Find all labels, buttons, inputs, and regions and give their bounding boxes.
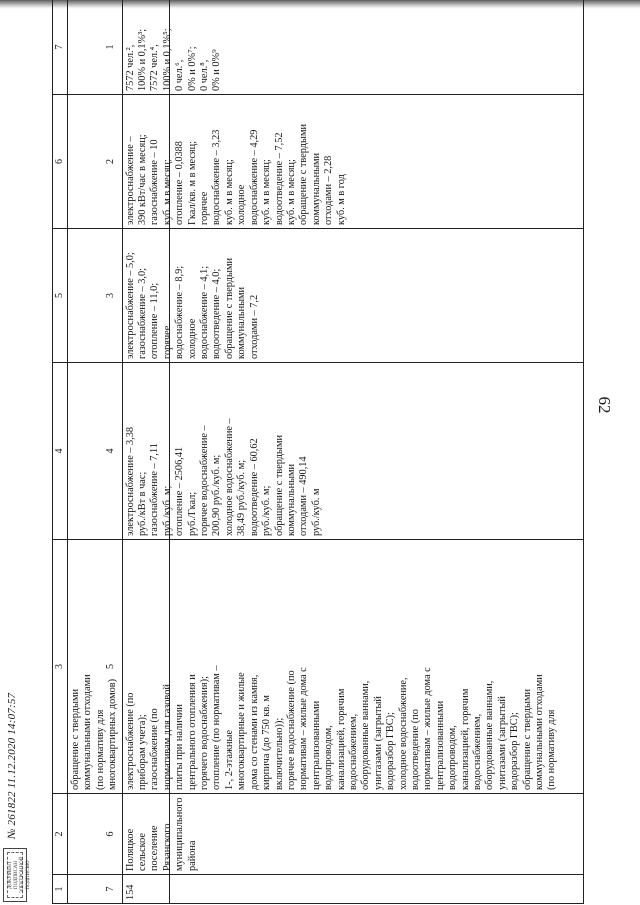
table-row-154 xyxy=(122,0,583,904)
row-number-cell: 154 xyxy=(122,875,583,904)
column-header: 4 xyxy=(53,363,68,540)
column-header: 7 xyxy=(53,0,68,95)
tariff-table-content xyxy=(52,0,584,904)
column-header: 6 xyxy=(53,95,68,229)
column-header: 5 xyxy=(53,229,68,363)
column-header: 3 xyxy=(53,229,170,363)
column-header: 1 xyxy=(53,875,68,904)
column-header: 3 xyxy=(53,540,68,794)
continuation-row xyxy=(68,0,123,904)
utilities-cell: электроснабжение (по приборам учета); газоснабжение (по нормативам для газовой плиты при наличии центрального отопления и горячего водоснабжения); отопление (по нормативам – 1-, 2-этажные многоквартирные и жилые дома со стенами из камня, кирпича (до 750 кв. м включительно)); горячее водоснабжение (по нормативам – жилые дома с централизованными водопроводом, канализацией, горячим водоснабжением, оборудованные ваннами, унитазами (загрытый водоразбор ГВС); холодное водоснабжение, водоотведение (по нормативам – жилые дома с централизованными водопроводом, канализацией, горячим водоснабжением, оборудованные ваннами, унитазами (загрытый водоразбор ГВС); обращение с твердыми коммунальными отходами (по нормативу для xyxy=(122,540,583,794)
consumption-cell: электроснабжение – 390 кВт/час в месяц; газоснабжение – 10 куб. м в месяц; отопление – 0,0388 Гкал/кв. м в месяц; горячее водоснабжение – 3,23 куб. м в месяц; холодное водоснабжение – 4,29 куб. м в месяц; водоотведение – 7,52 куб. м в месяц; обращение с твердыми коммунальными отходами – 2,28 куб. м в год xyxy=(122,95,583,229)
column-header: 1 xyxy=(53,0,170,95)
column-number-row-content xyxy=(53,0,68,904)
tariffs-cell: электроснабжение – 3,38 руб./кВт в час; газоснабжение – 7,11 руб./куб. м; отопление – 2506,41 руб./Гкал; горячее водоснабжение – 200,90 руб./куб. м; холодное водоснабжение – 38,49 руб./куб. м; водоотведение – 60,62 руб./куб. м; обращение с твердыми коммунальными отходами – 490,14 руб./куб. м xyxy=(122,363,583,540)
column-header: 7 xyxy=(53,875,170,904)
page-number: 62 xyxy=(595,396,614,414)
column-header: 2 xyxy=(53,95,170,229)
column-header: 2 xyxy=(53,794,68,875)
column-header: 4 xyxy=(53,363,170,540)
continuation-utilities-cell: обращение с твердыми коммунальными отходами (по нормативу для многоквартирных домов) xyxy=(68,540,123,794)
growth-indices-cell: электроснабжение – 5,0; газоснабжение – 3,0; отопление – 11,0; горячее водоснабжение – 8,9; холодное водоснабжение – 4,1; водоотведение – 4,0; обращение с твердыми коммунальными отходами – 7,2 xyxy=(122,229,583,363)
settlement-cell: Поляцкое сельское поселение Рязанского муниципального района xyxy=(122,794,583,875)
seal-text: ДОКУМЕНТ ПОДПИСАН ЭЛЕКТРОННОЙ ПОДПИСЬЮ xyxy=(7,852,23,898)
population-cell: 7572 чел.², 100% и 0,1%³; 7572 чел.⁴, 100% и 0,1%⁵; 0 чел.⁶, 0% и 0%⁷; 0 чел.⁸, 0% и 0%⁹ xyxy=(122,0,583,95)
column-header: 5 xyxy=(53,540,170,794)
column-header: 6 xyxy=(53,794,170,875)
document-registration-stamp: № 261822 11.12.2020 14:07:57 xyxy=(6,692,18,839)
